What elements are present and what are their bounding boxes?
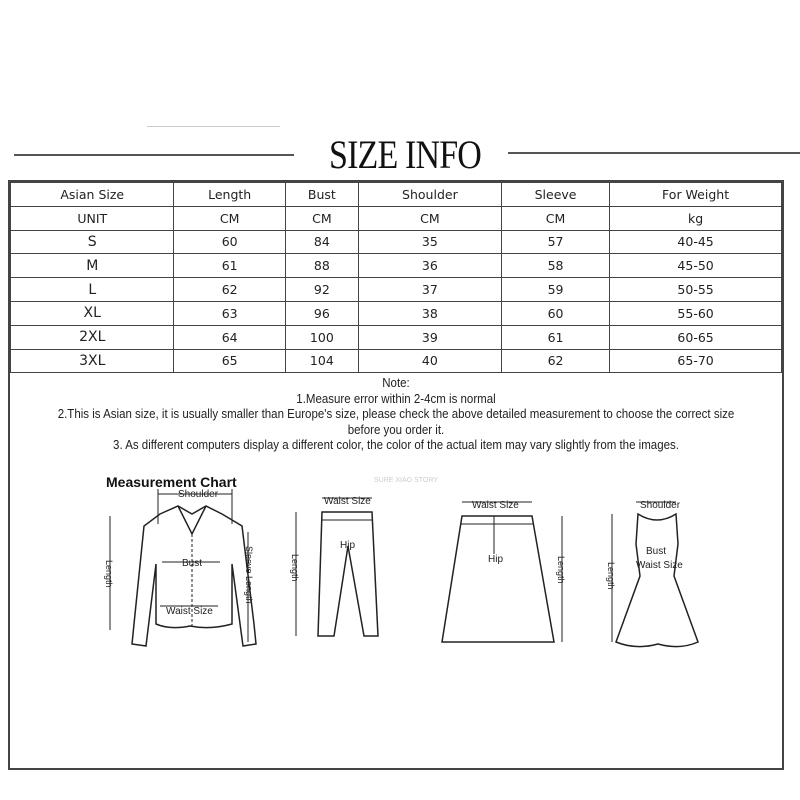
table-cell: 50-55 <box>610 278 782 302</box>
table-cell: 96 <box>285 301 358 325</box>
table-cell: 61 <box>174 254 285 278</box>
size-table <box>10 182 782 373</box>
title-rule-right <box>508 152 800 154</box>
unit-cell: CM <box>501 206 609 230</box>
table-cell: 59 <box>501 278 609 302</box>
chart-title: Measurement Chart <box>106 474 237 490</box>
col-header: Bust <box>285 183 358 207</box>
table-cell: 60 <box>501 301 609 325</box>
watermark: SURE XIAO STORY <box>374 477 438 484</box>
table-row <box>11 278 782 302</box>
skirt-diagram-icon <box>442 500 566 642</box>
shirt-diagram-icon <box>104 489 256 646</box>
table-row <box>11 349 782 373</box>
table-cell: 40 <box>358 349 501 373</box>
notes <box>41 376 751 454</box>
table-cell: 92 <box>285 278 358 302</box>
unit-cell: UNIT <box>11 206 174 230</box>
unit-cell: CM <box>285 206 358 230</box>
size-info-box <box>8 180 784 770</box>
table-cell: 40-45 <box>610 230 782 254</box>
page-title: SIZE INFO <box>329 132 481 177</box>
table-cell: 84 <box>285 230 358 254</box>
table-cell: 104 <box>285 349 358 373</box>
size-cell: S <box>11 230 174 254</box>
table-row <box>11 301 782 325</box>
table-cell: 60-65 <box>610 325 782 349</box>
svg-text:Length: Length <box>104 560 114 588</box>
table-cell: 65 <box>174 349 285 373</box>
size-cell: M <box>11 254 174 278</box>
size-cell: L <box>11 278 174 302</box>
table-cell: 62 <box>174 278 285 302</box>
notes-heading: Note: <box>382 376 410 390</box>
table-cell: 39 <box>358 325 501 349</box>
top-divider <box>147 126 280 127</box>
svg-text:Sleeve Length: Sleeve Length <box>244 546 254 604</box>
size-cell: XL <box>11 301 174 325</box>
table-cell: 64 <box>174 325 285 349</box>
col-header: Asian Size <box>11 183 174 207</box>
note-2: 2.This is Asian size, it is usually smaller than Europe's size, please check the above detailed measurement to choose the correct size before you order it. <box>57 407 735 437</box>
svg-text:Bust: Bust <box>182 558 203 569</box>
table-row <box>11 254 782 278</box>
table-row <box>11 325 782 349</box>
col-header: Sleeve <box>501 183 609 207</box>
table-cell: 35 <box>358 230 501 254</box>
col-header: Length <box>174 183 285 207</box>
unit-cell: kg <box>610 206 782 230</box>
table-cell: 57 <box>501 230 609 254</box>
svg-text:Bust: Bust <box>646 546 667 557</box>
table-cell: 61 <box>501 325 609 349</box>
table-cell: 62 <box>501 349 609 373</box>
table-cell: 58 <box>501 254 609 278</box>
svg-text:Hip: Hip <box>488 554 504 565</box>
svg-text:Hip: Hip <box>340 540 356 551</box>
table-cell: 65-70 <box>610 349 782 373</box>
svg-text:Waist Size: Waist Size <box>472 500 519 511</box>
note-3: 3. As different computers display a different color, the color of the actual item may vary slightly from the images. <box>113 438 679 452</box>
unit-cell: CM <box>174 206 285 230</box>
svg-text:Length: Length <box>290 554 300 582</box>
unit-cell: CM <box>358 206 501 230</box>
table-cell: 38 <box>358 301 501 325</box>
svg-text:Length: Length <box>556 556 566 584</box>
title-rule-left <box>14 154 294 156</box>
svg-text:Waist Size: Waist Size <box>166 606 213 617</box>
size-cell: 3XL <box>11 349 174 373</box>
header-row <box>11 183 782 207</box>
garment-diagrams <box>10 464 782 764</box>
table-cell: 60 <box>174 230 285 254</box>
svg-text:Waist Size: Waist Size <box>324 496 371 507</box>
dress-diagram-icon <box>606 500 698 647</box>
table-cell: 88 <box>285 254 358 278</box>
svg-text:Shoulder: Shoulder <box>178 489 219 500</box>
size-cell: 2XL <box>11 325 174 349</box>
note-1: 1.Measure error within 2-4cm is normal <box>296 391 496 406</box>
unit-row <box>11 206 782 230</box>
svg-text:Length: Length <box>606 562 616 590</box>
title-row <box>0 130 800 180</box>
table-cell: 55-60 <box>610 301 782 325</box>
table-cell: 45-50 <box>610 254 782 278</box>
svg-text:Shoulder: Shoulder <box>640 500 681 511</box>
table-cell: 36 <box>358 254 501 278</box>
pants-diagram-icon <box>290 496 378 636</box>
table-cell: 63 <box>174 301 285 325</box>
table-row <box>11 230 782 254</box>
measurement-chart <box>10 464 782 764</box>
table-cell: 100 <box>285 325 358 349</box>
svg-text:Waist Size: Waist Size <box>636 560 683 571</box>
col-header: For Weight <box>610 183 782 207</box>
table-cell: 37 <box>358 278 501 302</box>
col-header: Shoulder <box>358 183 501 207</box>
